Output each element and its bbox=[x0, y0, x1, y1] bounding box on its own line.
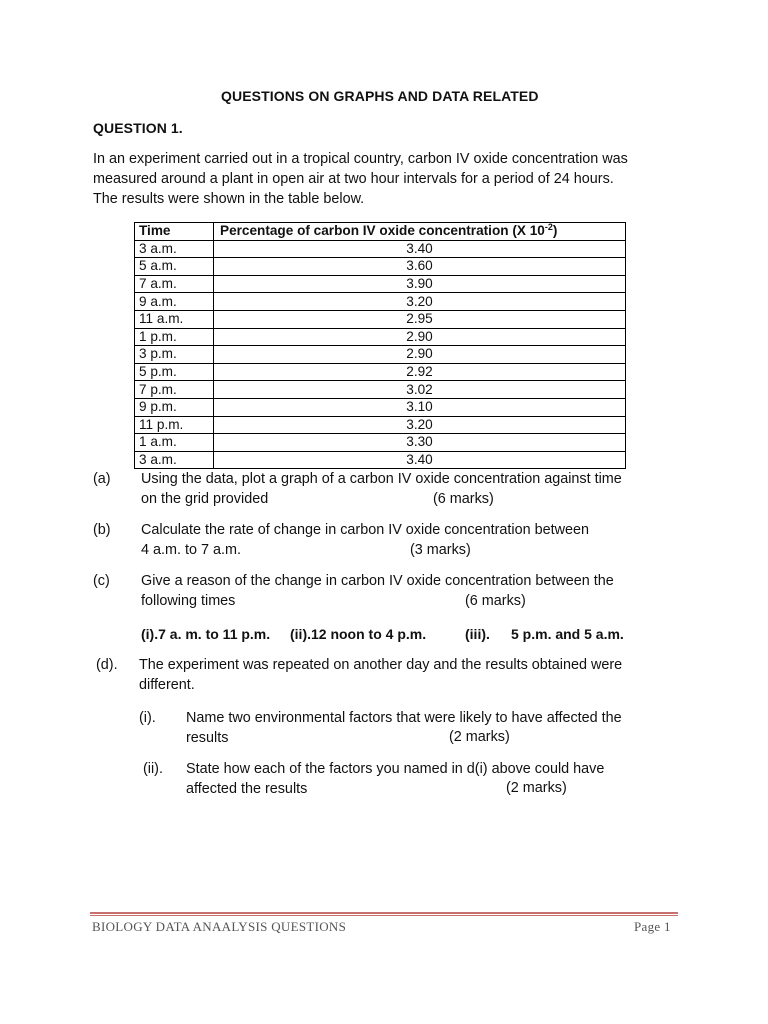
table-row bbox=[135, 275, 626, 293]
part-c-line1: Give a reason of the change in carbon IV oxide concentration between the bbox=[141, 573, 614, 589]
col-header-close: ) bbox=[552, 223, 558, 239]
col-header-exponent: -2 bbox=[544, 222, 553, 233]
cell-value: 2.95 bbox=[214, 310, 626, 328]
table-row bbox=[135, 240, 626, 258]
table-row bbox=[135, 363, 626, 381]
intro-line: measured around a plant in open air at two hour intervals for a period of 24 hours. bbox=[93, 171, 614, 187]
cell-value: 3.10 bbox=[214, 398, 626, 416]
table-header-row bbox=[135, 223, 626, 241]
cell-time: 7 p.m. bbox=[135, 381, 214, 399]
cell-time: 11 a.m. bbox=[135, 310, 214, 328]
table-row bbox=[135, 416, 626, 434]
part-d-text bbox=[139, 655, 622, 695]
part-d-ii-marks: (2 marks) bbox=[506, 780, 567, 796]
table-row bbox=[135, 310, 626, 328]
cell-time: 9 a.m. bbox=[135, 293, 214, 311]
part-b-line1: Calculate the rate of change in carbon IV oxide concentration between bbox=[141, 522, 589, 538]
cell-value: 3.02 bbox=[214, 381, 626, 399]
part-c-item-ii: (ii).12 noon to 4 p.m. bbox=[290, 626, 427, 642]
cell-value: 3.30 bbox=[214, 434, 626, 452]
table-row bbox=[135, 258, 626, 276]
cell-time: 1 p.m. bbox=[135, 328, 214, 346]
footer-page-number: Page 1 bbox=[634, 919, 671, 934]
cell-time: 5 a.m. bbox=[135, 258, 214, 276]
cell-value: 3.40 bbox=[214, 240, 626, 258]
table-row bbox=[135, 398, 626, 416]
part-d-i-marks: (2 marks) bbox=[449, 729, 510, 745]
table-row bbox=[135, 328, 626, 346]
page-title: QUESTIONS ON GRAPHS AND DATA RELATED bbox=[221, 88, 539, 104]
cell-time: 5 p.m. bbox=[135, 363, 214, 381]
part-d-ii-label: (ii). bbox=[143, 761, 163, 777]
part-b-text bbox=[141, 520, 589, 560]
cell-value: 2.90 bbox=[214, 346, 626, 364]
cell-time: 9 p.m. bbox=[135, 398, 214, 416]
part-c-text bbox=[141, 571, 614, 611]
cell-value: 3.60 bbox=[214, 258, 626, 276]
intro-paragraph bbox=[93, 149, 628, 209]
part-c-line2: following times bbox=[141, 593, 236, 609]
cell-value: 3.20 bbox=[214, 293, 626, 311]
table-row bbox=[135, 293, 626, 311]
part-d-i-line2: results bbox=[186, 730, 229, 746]
intro-line: In an experiment carried out in a tropical country, carbon IV oxide concentration was bbox=[93, 151, 628, 167]
table-row bbox=[135, 434, 626, 452]
part-a-text bbox=[141, 469, 622, 509]
part-c-label: (c) bbox=[93, 573, 110, 589]
cell-time: 11 p.m. bbox=[135, 416, 214, 434]
part-d-line1: The experiment was repeated on another day and the results obtained were bbox=[139, 657, 623, 673]
col-header-pct-text: Percentage of carbon IV oxide concentration (X 10 bbox=[220, 223, 545, 239]
cell-value: 3.20 bbox=[214, 416, 626, 434]
table-row bbox=[135, 451, 626, 469]
part-b-label: (b) bbox=[93, 522, 111, 538]
footer-title: BIOLOGY DATA ANAALYSIS QUESTIONS bbox=[92, 919, 347, 934]
cell-time: 3 a.m. bbox=[135, 240, 214, 258]
table-row bbox=[135, 346, 626, 364]
footer-rule bbox=[90, 912, 678, 914]
cell-time: 1 a.m. bbox=[135, 434, 214, 452]
cell-time: 3 a.m. bbox=[135, 451, 214, 469]
part-c-item-iii: 5 p.m. and 5 a.m. bbox=[511, 626, 624, 642]
part-d-i-line1: Name two environmental factors that were likely to have affected the bbox=[186, 710, 622, 726]
part-c-marks: (6 marks) bbox=[465, 593, 526, 609]
part-a-line2: on the grid provided bbox=[141, 491, 269, 507]
col-header-percentage bbox=[214, 223, 626, 241]
part-d-i-label: (i). bbox=[139, 710, 156, 726]
part-d-i-text bbox=[186, 708, 622, 748]
cell-value: 3.90 bbox=[214, 275, 626, 293]
col-header-time: Time bbox=[135, 223, 214, 241]
part-c-item-iii-label: (iii). bbox=[465, 626, 490, 642]
part-a-line1: Using the data, plot a graph of a carbon IV oxide concentration against time bbox=[141, 471, 622, 487]
table-body bbox=[135, 240, 626, 469]
part-d-line2: different. bbox=[139, 677, 195, 693]
part-c-item-i: (i).7 a. m. to 11 p.m. bbox=[141, 626, 271, 642]
question-heading: QUESTION 1. bbox=[93, 120, 183, 136]
intro-line: The results were shown in the table below. bbox=[93, 191, 365, 207]
part-a-label: (a) bbox=[93, 471, 111, 487]
footer-rule-thin bbox=[90, 915, 678, 916]
cell-value: 2.90 bbox=[214, 328, 626, 346]
cell-value: 3.40 bbox=[214, 451, 626, 469]
part-d-ii-line2: affected the results bbox=[186, 781, 308, 797]
cell-time: 7 a.m. bbox=[135, 275, 214, 293]
part-b-marks: (3 marks) bbox=[410, 542, 471, 558]
co2-data-table bbox=[134, 222, 626, 469]
cell-time: 3 p.m. bbox=[135, 346, 214, 364]
part-b-line2: 4 a.m. to 7 a.m. bbox=[141, 542, 241, 558]
part-d-ii-line1: State how each of the factors you named in d(i) above could have bbox=[186, 761, 605, 777]
table-row bbox=[135, 381, 626, 399]
cell-value: 2.92 bbox=[214, 363, 626, 381]
part-a-marks: (6 marks) bbox=[433, 491, 494, 507]
part-d-label: (d). bbox=[96, 657, 118, 673]
